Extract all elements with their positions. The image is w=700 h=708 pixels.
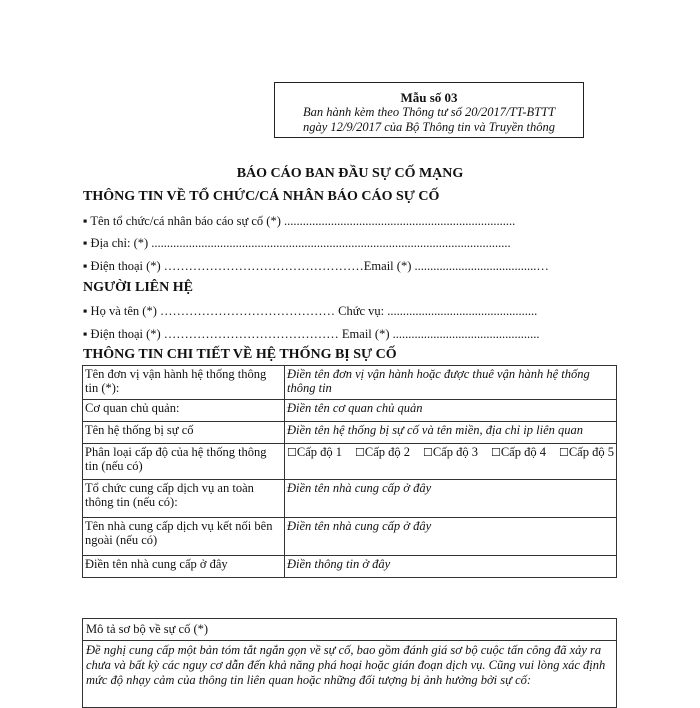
system-detail-table [82,365,617,578]
form-code: Mẫu số 03 [400,90,458,105]
section-system-heading: THÔNG TIN CHI TIẾT VỀ HỆ THỐNG BỊ SỰ CỐ [83,347,397,362]
row-label: Phân loại cấp độ của hệ thống thông tin (nếu có) [83,444,285,480]
row-value[interactable]: Điền tên cơ quan chủ quản [285,400,617,422]
table-row [83,366,617,400]
section-contact-heading: NGƯỜI LIÊN HỆ [83,280,193,295]
org-name-field[interactable]: ▪ Tên tổ chức/cá nhân báo cáo sự cố (*) .......................................................................... [83,214,516,228]
checkbox-icon[interactable]: ☐ [490,447,501,459]
table-row [83,556,617,578]
description-body[interactable]: Đề nghị cung cấp một bản tóm tắt ngắn gọn về sự cố, bao gồm đánh giá sơ bộ cuộc tấn công đã xảy ra chưa và bất kỳ các nguy cơ dẫn đến khả năng phá hoại hoặc gián đoạn dịch vụ. Cũng vui lòng xác định mức độ nhạy cảm của thông tin liên quan hoặc những đối tượng bị ảnh hưởng bởi sự cố: [86,643,606,687]
row-label: Tên nhà cung cấp dịch vụ kết nối bên ngoài (nếu có) [83,518,285,556]
section-reporter-heading: THÔNG TIN VỀ TỔ CHỨC/CÁ NHÂN BÁO CÁO SỰ CỐ [83,189,440,204]
checkbox-icon[interactable]: ☐ [422,447,433,459]
level-option-2[interactable]: ☐Cấp độ 2 [354,445,410,459]
row-value[interactable]: Điền tên đơn vị vận hành hoặc được thuê vận hành hệ thống thông tin [285,366,617,400]
contact-name-position-field[interactable]: ▪ Họ và tên (*) …………………………………… Chức vụ: ................................................ [83,304,538,318]
table-row [83,444,617,480]
row-label: Tổ chức cung cấp dịch vụ an toàn thông tin (nếu có): [83,480,285,518]
row-value[interactable]: Điền thông tin ở đây [285,556,617,578]
issued-line-2: ngày 12/9/2017 của Bộ Thông tin và Truyền thông [302,120,556,134]
incident-description-box[interactable] [82,618,617,708]
table-row [83,400,617,422]
level-option-3[interactable]: ☐Cấp độ 3 [422,445,478,459]
row-value[interactable]: Điền tên hệ thống bị sự cố và tên miền, địa chỉ ip liên quan [285,422,617,444]
form-code-box [274,82,584,138]
row-label: Tên hệ thống bị sự cố [83,422,285,444]
description-heading: Mô tả sơ bộ về sự cố (*) [83,619,616,641]
table-row [83,422,617,444]
row-label: Cơ quan chủ quản: [83,400,285,422]
row-label: Điền tên nhà cung cấp ở đây [83,556,285,578]
checkbox-icon[interactable]: ☐ [558,447,569,459]
level-option-1[interactable]: ☐Cấp độ 1 [287,445,343,459]
checkbox-icon[interactable]: ☐ [354,447,365,459]
row-value[interactable]: Điền tên nhà cung cấp ở đây [285,480,617,518]
phone-email-field[interactable]: ▪ Điện thoại (*) …………………………………………Email (*) .......................................… [83,259,549,273]
row-value[interactable]: Điền tên nhà cung cấp ở đây [285,518,617,556]
issued-line-1: Ban hành kèm theo Thông tư số 20/2017/TT-BTTT [302,105,556,119]
document-title: BÁO CÁO BAN ĐẦU SỰ CỐ MẠNG [236,166,464,181]
contact-phone-email-field[interactable]: ▪ Điện thoại (*) …………………………………… Email (*) ............................................... [83,327,540,341]
level-option-4[interactable]: ☐Cấp độ 4 [490,445,546,459]
table-row [83,518,617,556]
address-field[interactable]: ▪ Địa chỉ: (*) ................................................................................................................... [83,236,511,250]
level-option-5[interactable]: ☐Cấp độ 5 [558,445,614,459]
row-label: Tên đơn vị vận hành hệ thống thông tin (*): [83,366,285,400]
checkbox-icon[interactable]: ☐ [287,447,297,459]
table-row [83,480,617,518]
level-options [285,444,617,480]
